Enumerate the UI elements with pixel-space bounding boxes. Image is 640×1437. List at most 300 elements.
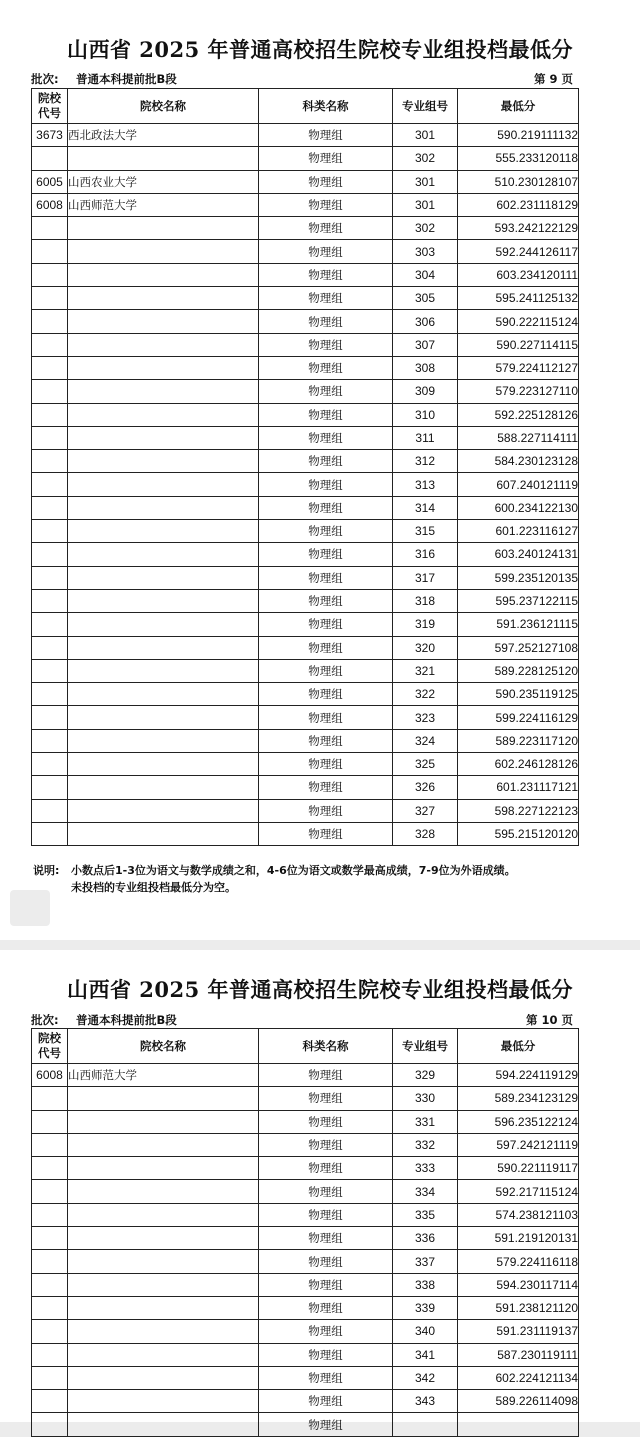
cell-group: 304	[393, 263, 458, 286]
cell-group: 329	[393, 1064, 458, 1087]
table-row	[32, 1227, 579, 1250]
cell-code	[32, 263, 68, 286]
cell-code	[32, 1250, 68, 1273]
cell-school-name: 山西农业大学	[68, 170, 259, 193]
table-row	[32, 683, 579, 706]
table-row	[32, 1203, 579, 1226]
cell-group: 317	[393, 566, 458, 589]
cell-min-score: 589.234123129	[458, 1087, 579, 1110]
cell-min-score: 591.219120131	[458, 1227, 579, 1250]
cell-group: 335	[393, 1203, 458, 1226]
cell-school-name	[68, 1250, 259, 1273]
cell-category: 物理组	[259, 403, 393, 426]
cell-code	[32, 1157, 68, 1180]
cell-category: 物理组	[259, 520, 393, 543]
cell-school-name	[68, 1343, 259, 1366]
table-row	[32, 147, 579, 170]
cell-category: 物理组	[259, 1110, 393, 1133]
table-row	[32, 403, 579, 426]
cell-school-name	[68, 263, 259, 286]
cell-school-name	[68, 566, 259, 589]
cell-category: 物理组	[259, 473, 393, 496]
cell-school-name	[68, 450, 259, 473]
table-row	[32, 1273, 579, 1296]
table-row	[32, 263, 579, 286]
cell-min-score: 599.224116129	[458, 706, 579, 729]
cell-school-name	[68, 403, 259, 426]
cell-school-name: 西北政法大学	[68, 124, 259, 147]
cell-code	[32, 426, 68, 449]
cell-group: 316	[393, 543, 458, 566]
document-page-10	[0, 950, 640, 1432]
cell-code	[32, 473, 68, 496]
cell-category: 物理组	[259, 1180, 393, 1203]
cell-min-score: 589.228125120	[458, 659, 579, 682]
scroll-artifact	[10, 890, 50, 926]
cell-group: 339	[393, 1296, 458, 1319]
cell-category: 物理组	[259, 1413, 393, 1436]
cell-code	[32, 613, 68, 636]
cell-code: 6008	[32, 1064, 68, 1087]
cell-category: 物理组	[259, 589, 393, 612]
cell-category: 物理组	[259, 356, 393, 379]
cell-group: 315	[393, 520, 458, 543]
cell-group: 331	[393, 1110, 458, 1133]
table-row	[32, 543, 579, 566]
cell-school-name	[68, 333, 259, 356]
cell-school-name	[68, 613, 259, 636]
cell-min-score: 602.231118129	[458, 193, 579, 216]
cell-min-score: 590.222115124	[458, 310, 579, 333]
cell-code	[32, 240, 68, 263]
cell-min-score: 594.230117114	[458, 1273, 579, 1296]
cell-min-score: 590.235119125	[458, 683, 579, 706]
cell-school-name	[68, 589, 259, 612]
cell-code	[32, 683, 68, 706]
cell-group: 302	[393, 217, 458, 240]
cell-group: 302	[393, 147, 458, 170]
cell-category: 物理组	[259, 1157, 393, 1180]
cell-min-score: 602.224121134	[458, 1366, 579, 1389]
table-row	[32, 124, 579, 147]
cell-code	[32, 520, 68, 543]
cell-category: 物理组	[259, 1227, 393, 1250]
cell-code	[32, 1203, 68, 1226]
cell-school-name	[68, 683, 259, 706]
cell-code	[32, 706, 68, 729]
cell-school-name	[68, 147, 259, 170]
cell-school-name	[68, 1180, 259, 1203]
cell-group: 306	[393, 310, 458, 333]
cell-min-score: 591.236121115	[458, 613, 579, 636]
cell-code	[32, 496, 68, 519]
cell-min-score: 594.224119129	[458, 1064, 579, 1087]
cell-min-score: 601.223116127	[458, 520, 579, 543]
cell-group: 338	[393, 1273, 458, 1296]
cell-min-score: 601.231117121	[458, 776, 579, 799]
cell-school-name	[68, 1157, 259, 1180]
cell-code	[32, 1273, 68, 1296]
table-row	[32, 520, 579, 543]
cell-school-name: 山西师范大学	[68, 193, 259, 216]
cell-code	[32, 1296, 68, 1319]
cell-min-score: 591.238121120	[458, 1296, 579, 1319]
cell-category: 物理组	[259, 799, 393, 822]
cell-category: 物理组	[259, 1390, 393, 1413]
cell-category: 物理组	[259, 636, 393, 659]
cell-school-name	[68, 1110, 259, 1133]
cell-group: 309	[393, 380, 458, 403]
table-row	[32, 1133, 579, 1156]
table-row	[32, 729, 579, 752]
cell-school-name	[68, 1413, 259, 1436]
cell-school-name	[68, 776, 259, 799]
cell-category: 物理组	[259, 1273, 393, 1296]
page-title: 山西省 2025 年普通高校招生院校专业组投档最低分	[66, 37, 574, 62]
table-row	[32, 589, 579, 612]
page-number: 第 9 页	[533, 72, 573, 86]
cell-category: 物理组	[259, 1320, 393, 1343]
cell-school-name	[68, 356, 259, 379]
score-table	[31, 1028, 579, 1437]
cell-category: 物理组	[259, 147, 393, 170]
cell-group: 330	[393, 1087, 458, 1110]
cell-school-name	[68, 1320, 259, 1343]
cell-code	[32, 147, 68, 170]
table-row	[32, 1087, 579, 1110]
cell-min-score: 592.217115124	[458, 1180, 579, 1203]
cell-school-name	[68, 310, 259, 333]
batch-label: 批次:	[31, 72, 59, 86]
table-row	[32, 822, 579, 845]
score-table	[31, 88, 579, 846]
cell-min-score: 579.224116118	[458, 1250, 579, 1273]
cell-code	[32, 1133, 68, 1156]
cell-code	[32, 543, 68, 566]
footnote-label: 说明:	[33, 864, 60, 877]
cell-school-name	[68, 520, 259, 543]
cell-min-score: 597.252127108	[458, 636, 579, 659]
cell-code	[32, 333, 68, 356]
table-row	[32, 659, 579, 682]
cell-code	[32, 1366, 68, 1389]
cell-code	[32, 753, 68, 776]
table-row	[32, 566, 579, 589]
cell-code	[32, 1180, 68, 1203]
cell-group: 312	[393, 450, 458, 473]
cell-min-score: 598.227122123	[458, 799, 579, 822]
cell-school-name	[68, 1273, 259, 1296]
cell-school-name	[68, 1296, 259, 1319]
col-header-category: 科类名称	[259, 1029, 393, 1064]
batch-value: 普通本科提前批B段	[76, 1013, 177, 1027]
table-row	[32, 1180, 579, 1203]
cell-category: 物理组	[259, 729, 393, 752]
cell-category: 物理组	[259, 1250, 393, 1273]
table-row	[32, 450, 579, 473]
table-row	[32, 1110, 579, 1133]
cell-category: 物理组	[259, 753, 393, 776]
cell-min-score: 602.246128126	[458, 753, 579, 776]
table-row	[32, 1320, 579, 1343]
cell-category: 物理组	[259, 706, 393, 729]
table-row	[32, 287, 579, 310]
cell-code	[32, 1227, 68, 1250]
table-row	[32, 1343, 579, 1366]
cell-group: 337	[393, 1250, 458, 1273]
cell-code	[32, 566, 68, 589]
table-row	[32, 1390, 579, 1413]
footnote-line-1: 小数点后1-3位为语文与数学成绩之和，4-6位为语文或数学最高成绩，7-9位为外语成绩。	[71, 864, 516, 877]
cell-category: 物理组	[259, 240, 393, 263]
col-header-name: 院校名称	[68, 89, 259, 124]
cell-group: 318	[393, 589, 458, 612]
cell-school-name	[68, 636, 259, 659]
cell-category: 物理组	[259, 1087, 393, 1110]
cell-category: 物理组	[259, 310, 393, 333]
cell-category: 物理组	[259, 263, 393, 286]
cell-group: 311	[393, 426, 458, 449]
cell-category: 物理组	[259, 683, 393, 706]
cell-group: 323	[393, 706, 458, 729]
cell-min-score: 587.230119111	[458, 1343, 579, 1366]
cell-category: 物理组	[259, 217, 393, 240]
cell-group: 305	[393, 287, 458, 310]
cell-code	[32, 659, 68, 682]
table-row	[32, 217, 579, 240]
cell-category: 物理组	[259, 1203, 393, 1226]
cell-min-score: 607.240121119	[458, 473, 579, 496]
table-row	[32, 1064, 579, 1087]
cell-code	[32, 217, 68, 240]
cell-code	[32, 310, 68, 333]
cell-category: 物理组	[259, 426, 393, 449]
cell-category: 物理组	[259, 566, 393, 589]
cell-school-name	[68, 706, 259, 729]
cell-school-name	[68, 217, 259, 240]
cell-category: 物理组	[259, 450, 393, 473]
table-row	[32, 356, 579, 379]
table-row	[32, 380, 579, 403]
cell-school-name	[68, 1366, 259, 1389]
table-row	[32, 333, 579, 356]
cell-school-name	[68, 543, 259, 566]
cell-code: 6005	[32, 170, 68, 193]
table-row	[32, 473, 579, 496]
cell-school-name	[68, 799, 259, 822]
col-header-name: 院校名称	[68, 1029, 259, 1064]
cell-min-score: 592.244126117	[458, 240, 579, 263]
table-row	[32, 753, 579, 776]
cell-school-name	[68, 1227, 259, 1250]
col-header-code	[32, 89, 68, 124]
cell-category: 物理组	[259, 333, 393, 356]
cell-min-score: 574.238121103	[458, 1203, 579, 1226]
cell-category: 物理组	[259, 496, 393, 519]
cell-min-score: 592.225128126	[458, 403, 579, 426]
cell-code: 6008	[32, 193, 68, 216]
cell-group: 319	[393, 613, 458, 636]
cell-code	[32, 729, 68, 752]
cell-min-score: 589.226114098	[458, 1390, 579, 1413]
cell-code	[32, 380, 68, 403]
table-row	[32, 776, 579, 799]
cell-group	[393, 1413, 458, 1436]
cell-min-score: 589.223117120	[458, 729, 579, 752]
table-row	[32, 706, 579, 729]
col-header-code-text: 院校代号	[38, 91, 61, 120]
cell-school-name	[68, 380, 259, 403]
table-row	[32, 496, 579, 519]
page-number: 第 10 页	[525, 1013, 573, 1027]
cell-group: 326	[393, 776, 458, 799]
cell-min-score: 579.223127110	[458, 380, 579, 403]
table-row	[32, 193, 579, 216]
cell-group: 322	[393, 683, 458, 706]
table-row	[32, 170, 579, 193]
cell-min-score: 603.240124131	[458, 543, 579, 566]
cell-min-score: 595.215120120	[458, 822, 579, 845]
cell-min-score: 603.234120111	[458, 263, 579, 286]
cell-min-score: 588.227114111	[458, 426, 579, 449]
cell-school-name	[68, 240, 259, 263]
cell-group: 310	[393, 403, 458, 426]
cell-school-name	[68, 753, 259, 776]
cell-group: 301	[393, 193, 458, 216]
cell-code	[32, 1413, 68, 1436]
cell-group: 320	[393, 636, 458, 659]
cell-min-score: 596.235122124	[458, 1110, 579, 1133]
cell-category: 物理组	[259, 776, 393, 799]
cell-group: 327	[393, 799, 458, 822]
cell-group: 333	[393, 1157, 458, 1180]
cell-category: 物理组	[259, 193, 393, 216]
cell-min-score: 590.221119117	[458, 1157, 579, 1180]
table-row	[32, 240, 579, 263]
cell-code	[32, 1087, 68, 1110]
cell-school-name	[68, 473, 259, 496]
cell-school-name	[68, 426, 259, 449]
cell-min-score: 599.235120135	[458, 566, 579, 589]
cell-category: 物理组	[259, 124, 393, 147]
cell-code	[32, 287, 68, 310]
page-title: 山西省 2025 年普通高校招生院校专业组投档最低分	[66, 977, 574, 1002]
cell-category: 物理组	[259, 1064, 393, 1087]
cell-category: 物理组	[259, 170, 393, 193]
cell-group: 325	[393, 753, 458, 776]
cell-school-name	[68, 496, 259, 519]
footnote-line-2: 未投档的专业组投档最低分为空。	[71, 881, 236, 894]
cell-group: 342	[393, 1366, 458, 1389]
cell-code	[32, 636, 68, 659]
batch-info	[31, 71, 577, 87]
cell-min-score: 597.242121119	[458, 1133, 579, 1156]
cell-school-name	[68, 822, 259, 845]
cell-min-score: 591.231119137	[458, 1320, 579, 1343]
cell-school-name: 山西师范大学	[68, 1064, 259, 1087]
col-header-code	[32, 1029, 68, 1064]
table-body	[32, 1064, 579, 1437]
table-row	[32, 310, 579, 333]
cell-school-name	[68, 1133, 259, 1156]
cell-code	[32, 1110, 68, 1133]
cell-min-score: 579.224112127	[458, 356, 579, 379]
cell-code	[32, 589, 68, 612]
col-header-code-text: 院校代号	[38, 1031, 61, 1060]
cell-code	[32, 776, 68, 799]
cell-group: 314	[393, 496, 458, 519]
cell-category: 物理组	[259, 613, 393, 636]
cell-min-score: 510.230128107	[458, 170, 579, 193]
batch-label: 批次:	[31, 1013, 59, 1027]
cell-min-score: 595.237122115	[458, 589, 579, 612]
cell-code	[32, 822, 68, 845]
cell-school-name	[68, 1203, 259, 1226]
cell-category: 物理组	[259, 659, 393, 682]
cell-code: 3673	[32, 124, 68, 147]
table-row	[32, 613, 579, 636]
cell-code	[32, 1320, 68, 1343]
cell-group: 340	[393, 1320, 458, 1343]
cell-code	[32, 403, 68, 426]
cell-group: 341	[393, 1343, 458, 1366]
cell-group: 328	[393, 822, 458, 845]
cell-group: 324	[393, 729, 458, 752]
cell-category: 物理组	[259, 287, 393, 310]
cell-category: 物理组	[259, 543, 393, 566]
cell-group: 301	[393, 124, 458, 147]
cell-min-score	[458, 1413, 579, 1436]
cell-school-name	[68, 1390, 259, 1413]
table-header-row	[32, 89, 579, 124]
table-row	[32, 1366, 579, 1389]
table-row	[32, 1413, 579, 1436]
cell-code	[32, 450, 68, 473]
cell-group: 303	[393, 240, 458, 263]
cell-min-score: 590.227114115	[458, 333, 579, 356]
cell-school-name	[68, 1087, 259, 1110]
col-header-group: 专业组号	[393, 1029, 458, 1064]
cell-min-score: 590.219111132	[458, 124, 579, 147]
cell-category: 物理组	[259, 1343, 393, 1366]
cell-category: 物理组	[259, 822, 393, 845]
cell-school-name	[68, 659, 259, 682]
cell-group: 334	[393, 1180, 458, 1203]
col-header-min-score: 最低分	[458, 89, 579, 124]
cell-group: 321	[393, 659, 458, 682]
cell-code	[32, 356, 68, 379]
cell-min-score: 584.230123128	[458, 450, 579, 473]
table-row	[32, 426, 579, 449]
cell-group: 343	[393, 1390, 458, 1413]
col-header-min-score: 最低分	[458, 1029, 579, 1064]
cell-category: 物理组	[259, 380, 393, 403]
table-row	[32, 636, 579, 659]
cell-group: 332	[393, 1133, 458, 1156]
cell-min-score: 555.233120118	[458, 147, 579, 170]
cell-category: 物理组	[259, 1133, 393, 1156]
table-row	[32, 1250, 579, 1273]
cell-code	[32, 799, 68, 822]
table-row	[32, 1296, 579, 1319]
col-header-group: 专业组号	[393, 89, 458, 124]
cell-category: 物理组	[259, 1366, 393, 1389]
cell-min-score: 600.234122130	[458, 496, 579, 519]
table-row	[32, 799, 579, 822]
col-header-category: 科类名称	[259, 89, 393, 124]
table-body	[32, 124, 579, 846]
cell-group: 301	[393, 170, 458, 193]
